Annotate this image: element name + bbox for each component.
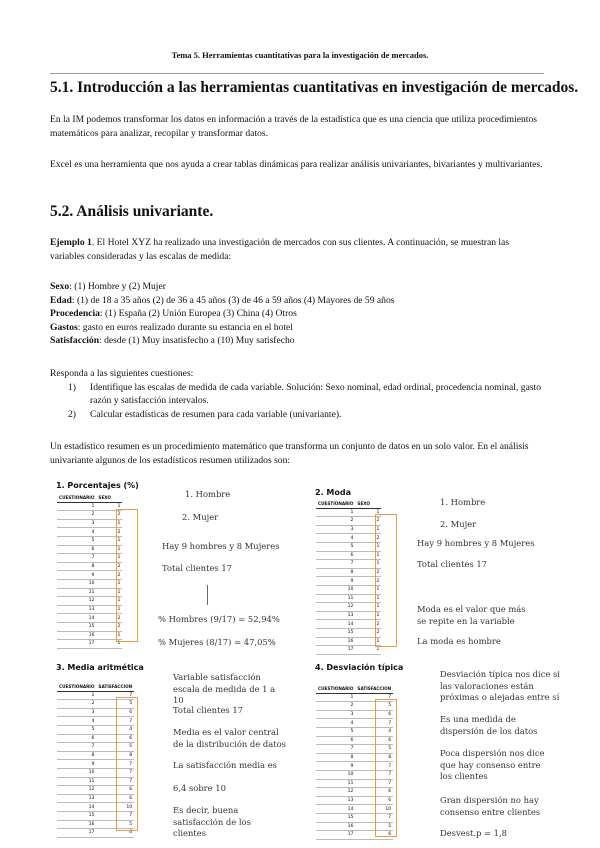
- sheet-cell: 13: [57, 605, 96, 614]
- sheet-header-row: [316, 685, 393, 693]
- sheet-cell: 2: [96, 622, 122, 631]
- sheet-cell: 2: [96, 528, 122, 537]
- sheet-row: [57, 588, 122, 597]
- sheet-cell: 14: [57, 614, 96, 623]
- sheet-cell: 1: [96, 605, 122, 614]
- sheet-cell: 6: [96, 794, 134, 803]
- sheet-cell: 1: [96, 588, 122, 597]
- sheet-cell: 1: [355, 646, 381, 655]
- sheet-row: [316, 628, 381, 637]
- panel-1-connector: [207, 585, 208, 605]
- sheet-cell: 7: [96, 717, 134, 726]
- sheet-header-cell: SEXO: [355, 500, 381, 508]
- sheet-header-cell: CUESTIONARIO: [318, 686, 354, 692]
- section-2-title: 5.2. Análisis univariante.: [50, 203, 214, 220]
- sheet-cell: 3: [57, 708, 96, 717]
- sheet-row: [316, 637, 381, 646]
- sheet-header-row: [57, 683, 134, 691]
- sheet-cell: 6: [57, 545, 96, 554]
- sheet-cell: 1: [355, 525, 381, 534]
- sheet-row: [316, 585, 381, 594]
- sheet-cell: 1: [355, 551, 381, 560]
- sheet-cell: 2: [316, 517, 355, 526]
- panel-2-note: Moda es el valor que más se repite en la variable: [417, 604, 526, 626]
- sheet-cell: 2: [355, 628, 381, 637]
- sheet-cell: 6: [316, 551, 355, 560]
- panel-3-note: Variable satisfacción escala de medida de 1 a 10: [173, 672, 276, 705]
- sheet-cell: 15: [57, 811, 96, 820]
- sheet-cell: 2: [96, 511, 122, 520]
- panel-3-note: 6,4 sobre 10: [173, 783, 226, 793]
- panel-2-sheet: [316, 500, 381, 655]
- sheet-row: [57, 519, 122, 528]
- sheet-cell: 7: [96, 760, 134, 769]
- example-label: Ejemplo 1: [50, 237, 92, 248]
- sheet-cell: 9: [57, 571, 96, 580]
- question-number: 2): [68, 408, 76, 420]
- sheet-cell: 1: [355, 594, 381, 603]
- sheet-cell: 12: [316, 603, 355, 612]
- sheet-cell: 7: [57, 743, 96, 752]
- panel-3-note: Es decir, buena satisfacción de los clientes: [173, 805, 251, 838]
- summary-paragraph: Un estadístico resumen es un procedimiento matemático que transforma un conjunto de datos en un solo valor. En el análisis univariante algunos de los estadísticos resumen utilizados son:: [50, 441, 529, 466]
- question-item: [68, 381, 548, 408]
- sheet-cell: 17: [57, 640, 96, 649]
- variable-line: [50, 334, 546, 348]
- sheet-row: [316, 508, 381, 517]
- sheet-cell: 7: [355, 770, 393, 779]
- panel-2-note: La moda es hombre: [417, 636, 501, 646]
- sheet-cell: 1: [96, 554, 122, 563]
- sheet-cell: 2: [96, 571, 122, 580]
- sheet-cell: 7: [96, 768, 134, 777]
- sheet-cell: 2: [57, 700, 96, 709]
- sheet-cell: 14: [316, 805, 355, 814]
- sheet-cell: 11: [57, 588, 96, 597]
- sheet-row: [316, 646, 381, 655]
- sheet-cell: 6: [96, 829, 134, 838]
- sheet-cell: 6: [57, 734, 96, 743]
- sheet-row: [316, 603, 381, 612]
- sheet-row: [57, 536, 122, 545]
- sheet-cell: 1: [355, 560, 381, 569]
- question-text: Identifique las escalas de medida de cada variable. Solución: Sexo nominal, edad ordinal, procedencia nominal, gasto razón y satisfacción intervalos.: [90, 382, 542, 407]
- variable-text: : (1) España (2) Unión Europea (3) China (4) Otros: [99, 308, 297, 320]
- sheet-cell: 4: [316, 534, 355, 543]
- sheet-cell: 2: [316, 702, 355, 711]
- sheet-cell: 8: [355, 753, 393, 762]
- sheet-cell: 15: [316, 628, 355, 637]
- sheet-cell: 1: [355, 508, 381, 517]
- panel-2-highlight: [375, 514, 397, 647]
- sheet-row: [57, 622, 122, 631]
- sheet-cell: 13: [316, 611, 355, 620]
- sheet-cell: 7: [96, 777, 134, 786]
- sheet-cell: 7: [316, 560, 355, 569]
- sheet-row: [57, 502, 122, 511]
- header-divider: [50, 73, 544, 74]
- sheet-cell: 17: [316, 646, 355, 655]
- sheet-cell: 1: [96, 545, 122, 554]
- section-1-paragraph-1: En la IM podemos transformar los datos en información a través de la estadística que es una ciencia que utiliza procedimientos matemáticos para analizar, recopilar y transformar datos.: [50, 114, 537, 139]
- panel-1-note: Hay 9 hombres y 8 Mujeres: [162, 541, 280, 551]
- sheet-cell: 1: [355, 611, 381, 620]
- variable-text: : gasto en euros realizado durante su estancia en el hotel: [77, 321, 293, 333]
- variable-text: : (1) Hombre y (2) Mujer: [69, 281, 166, 292]
- sheet-cell: 1: [355, 637, 381, 646]
- sheet-cell: 5: [355, 822, 393, 831]
- sheet-header-cell: SATISFACCION: [357, 686, 392, 692]
- sheet-cell: 7: [316, 745, 355, 754]
- section-1-title: 5.1. Introducción a las herramientas cuantitativas en investigación de mercados.: [50, 79, 579, 96]
- sheet-cell: 16: [57, 820, 96, 829]
- panel-2-note: 2. Mujer: [440, 519, 477, 529]
- sheet-cell: 10: [316, 770, 355, 779]
- panel-2-table: [316, 500, 381, 655]
- panel-2-note: 1. Hombre: [440, 497, 486, 507]
- sheet-cell: 9: [316, 762, 355, 771]
- variable-name: Edad: [50, 294, 72, 306]
- sheet-cell: 10: [316, 585, 355, 594]
- sheet-row: [316, 577, 381, 586]
- variable-line: [50, 321, 546, 335]
- sheet-cell: 3: [57, 519, 96, 528]
- sheet-cell: 8: [316, 568, 355, 577]
- sheet-cell: 1: [355, 542, 381, 551]
- sheet-cell: 6: [355, 831, 393, 840]
- sheet-row: [316, 568, 381, 577]
- panel-4-highlight: [375, 699, 397, 837]
- panel-4-note: Desviación típica nos dice si las valoraciones están próximas o alejadas entre sí: [440, 669, 560, 702]
- variable-name: Sexo: [50, 281, 70, 292]
- sheet-cell: 6: [316, 736, 355, 745]
- sheet-cell: 1: [355, 603, 381, 612]
- sheet-cell: 2: [96, 562, 122, 571]
- sheet-cell: 5: [316, 727, 355, 736]
- sheet-cell: 11: [316, 594, 355, 603]
- sheet-cell: 12: [57, 597, 96, 606]
- sheet-cell: 6: [355, 796, 393, 805]
- panel-1-note: 1. Hombre: [185, 489, 231, 499]
- sheet-cell: 17: [57, 829, 96, 838]
- sheet-cell: 6: [355, 788, 393, 797]
- sheet-cell: 7: [355, 762, 393, 771]
- sheet-row: [57, 545, 122, 554]
- panel-3-title: 3. Media aritmética: [56, 663, 144, 672]
- sheet-cell: 11: [316, 779, 355, 788]
- sheet-cell: 16: [316, 637, 355, 646]
- sheet-cell: 10: [57, 579, 96, 588]
- panel-1-highlight: [116, 509, 138, 642]
- panel-1-table: [57, 494, 122, 649]
- sheet-cell: 5: [57, 536, 96, 545]
- panel-3-note: La satisfacción media es: [173, 760, 277, 770]
- question-text: Calcular estadísticas de resumen para cada variable (univariante).: [90, 408, 342, 420]
- sheet-cell: 17: [316, 831, 355, 840]
- sheet-cell: 3: [316, 710, 355, 719]
- panel-1-title: 1. Porcentajes (%): [56, 481, 139, 490]
- sheet-cell: 1: [96, 502, 122, 511]
- sheet-cell: 2: [96, 614, 122, 623]
- variable-name: Gastos: [50, 321, 78, 333]
- sheet-cell: 11: [57, 777, 96, 786]
- panel-4-note: Desvest.p = 1,8: [440, 828, 508, 838]
- sheet-row: [57, 562, 122, 571]
- sheet-header-cell: CUESTIONARIO: [59, 495, 95, 501]
- sheet-cell: 8: [57, 562, 96, 571]
- sheet-row: [57, 614, 122, 623]
- sheet-cell: 6: [355, 736, 393, 745]
- sheet-cell: 5: [96, 743, 134, 752]
- sheet-cell: 2: [355, 620, 381, 629]
- variable-text: : desde (1) Muy insatisfecho a (10) Muy satisfecho: [99, 335, 295, 347]
- sheet-row: [57, 640, 122, 649]
- sheet-cell: 2: [57, 511, 96, 520]
- sheet-cell: 5: [355, 702, 393, 711]
- questions-list: [68, 381, 548, 421]
- sheet-cell: 12: [316, 788, 355, 797]
- sheet-cell: 1: [96, 519, 122, 528]
- sheet-cell: 6: [96, 734, 134, 743]
- sheet-cell: 16: [57, 631, 96, 640]
- sheet-cell: 1: [96, 597, 122, 606]
- sheet-header-cell: SEXO: [96, 494, 122, 502]
- sheet-row: [316, 560, 381, 569]
- sheet-row: [316, 525, 381, 534]
- sheet-cell: 15: [57, 622, 96, 631]
- sheet-cell: 12: [57, 786, 96, 795]
- sheet-row: [316, 594, 381, 603]
- variable-line: [50, 294, 546, 308]
- section-1-paragraph-2: Excel es una herramienta que nos ayuda a crear tablas dinámicas para realizar análisis univariantes, bivariantes y multivariantes.: [50, 159, 543, 170]
- example-text: . El Hotel XYZ ha realizado una investigación de mercados con sus clientes. A continuación, se muestran las variables consideradas y las escalas de medida:: [50, 237, 510, 262]
- panel-3-note: Total clientes 17: [173, 705, 244, 715]
- panel-4-note: Gran dispersión no hay consenso entre clientes: [440, 795, 541, 817]
- sheet-cell: 7: [57, 554, 96, 563]
- sheet-cell: 13: [57, 794, 96, 803]
- sheet-cell: 9: [316, 577, 355, 586]
- panel-4-note: Es una medida de dispersión de los datos: [440, 714, 538, 736]
- sheet-cell: 16: [316, 822, 355, 831]
- sheet-row: [57, 528, 122, 537]
- sheet-cell: 7: [355, 779, 393, 788]
- sheet-header-row: [57, 494, 122, 502]
- sheet-cell: 5: [316, 542, 355, 551]
- sheet-row: [57, 631, 122, 640]
- sheet-cell: 6: [96, 708, 134, 717]
- sheet-cell: 4: [96, 725, 134, 734]
- sheet-cell: 14: [316, 620, 355, 629]
- sheet-cell: 8: [316, 753, 355, 762]
- sheet-cell: 4: [57, 717, 96, 726]
- sheet-cell: 1: [96, 640, 122, 649]
- panel-3-highlight: [116, 697, 138, 831]
- variables-list: [50, 280, 546, 348]
- panel-1-note: % Mujeres (8/17) = 47,05%: [158, 637, 276, 647]
- sheet-cell: 13: [316, 796, 355, 805]
- sheet-cell: 1: [96, 631, 122, 640]
- questions-intro: Responda a las siguientes cuestiones:: [50, 368, 194, 379]
- sheet-cell: 7: [355, 719, 393, 728]
- sheet-cell: 3: [316, 525, 355, 534]
- sheet-cell: 2: [355, 577, 381, 586]
- panel-2-title: 2. Moda: [315, 488, 351, 497]
- sheet-header-cell: CUESTIONARIO: [59, 684, 95, 690]
- variable-line: [50, 307, 546, 321]
- sheet-cell: 5: [96, 820, 134, 829]
- question-item: [68, 408, 548, 421]
- sheet-cell: 1: [96, 536, 122, 545]
- sheet-cell: 1: [316, 508, 355, 517]
- sheet-row: [316, 534, 381, 543]
- panel-4-title: 4. Desviación típica: [315, 663, 404, 672]
- sheet-row: [57, 571, 122, 580]
- sheet-cell: 14: [57, 803, 96, 812]
- panel-3-note: Media es el valor central de la distribución de datos: [173, 727, 286, 749]
- variable-name: Satisfacción: [50, 335, 100, 347]
- sheet-cell: 5: [57, 725, 96, 734]
- sheet-row: [57, 554, 122, 563]
- sheet-row: [57, 597, 122, 606]
- sheet-cell: 2: [355, 568, 381, 577]
- sheet-row: [57, 579, 122, 588]
- sheet-cell: 10: [96, 803, 134, 812]
- sheet-row: [316, 620, 381, 629]
- panel-1-note: 2. Mujer: [182, 512, 219, 522]
- sheet-cell: 7: [96, 691, 134, 700]
- panel-1-note: Total clientes 17: [162, 563, 233, 573]
- sheet-row: [57, 511, 122, 520]
- sheet-cell: 1: [57, 502, 96, 511]
- sheet-row: [316, 611, 381, 620]
- sheet-header-cell: CUESTIONARIO: [318, 501, 354, 507]
- variable-text: : (1) de 18 a 35 años (2) de 36 a 45 años (3) de 46 a 59 años (4) Mayores de 59 años: [71, 294, 395, 306]
- sheet-cell: 7: [355, 813, 393, 822]
- sheet-cell: 2: [355, 517, 381, 526]
- sheet-row: [316, 551, 381, 560]
- panel-2-note: Hay 9 hombres y 8 Mujeres: [417, 538, 535, 548]
- sheet-cell: 10: [57, 768, 96, 777]
- sheet-cell: 5: [355, 745, 393, 754]
- sheet-cell: 4: [316, 719, 355, 728]
- sheet-cell: 10: [355, 805, 393, 814]
- sheet-cell: 8: [57, 751, 96, 760]
- sheet-cell: 15: [316, 813, 355, 822]
- sheet-cell: 1: [57, 691, 96, 700]
- variable-name: Procedencia: [50, 308, 100, 320]
- panel-1-sheet: [57, 494, 122, 649]
- sheet-cell: 1: [316, 693, 355, 702]
- sheet-cell: 7: [355, 693, 393, 702]
- sheet-row: [57, 605, 122, 614]
- sheet-cell: 6: [96, 786, 134, 795]
- sheet-cell: 9: [57, 760, 96, 769]
- sheet-cell: 1: [96, 579, 122, 588]
- sheet-row: [316, 542, 381, 551]
- panel-4-note: Poca dispersión nos dice que hay consenso entre los clientes: [440, 748, 545, 781]
- sheet-cell: 6: [355, 710, 393, 719]
- sheet-cell: 8: [96, 751, 134, 760]
- sheet-cell: 4: [355, 727, 393, 736]
- sheet-cell: 4: [57, 528, 96, 537]
- sheet-cell: 7: [96, 811, 134, 820]
- variable-line: [50, 280, 546, 294]
- sheet-cell: 1: [355, 585, 381, 594]
- document-header: Tema 5. Herramientas cuantitativas para la investigación de mercados.: [171, 50, 429, 60]
- sheet-header-row: [316, 500, 381, 508]
- panel-2-note: Total clientes 17: [417, 559, 488, 569]
- sheet-header-cell: SATISFACCION: [98, 684, 133, 690]
- question-number: 1): [68, 382, 76, 393]
- sheet-cell: 2: [355, 534, 381, 543]
- sheet-cell: 5: [96, 700, 134, 709]
- panel-1-note: % Hombres (9/17) = 52,94%: [158, 614, 280, 624]
- sheet-row: [316, 517, 381, 526]
- example-paragraph: [50, 236, 546, 263]
